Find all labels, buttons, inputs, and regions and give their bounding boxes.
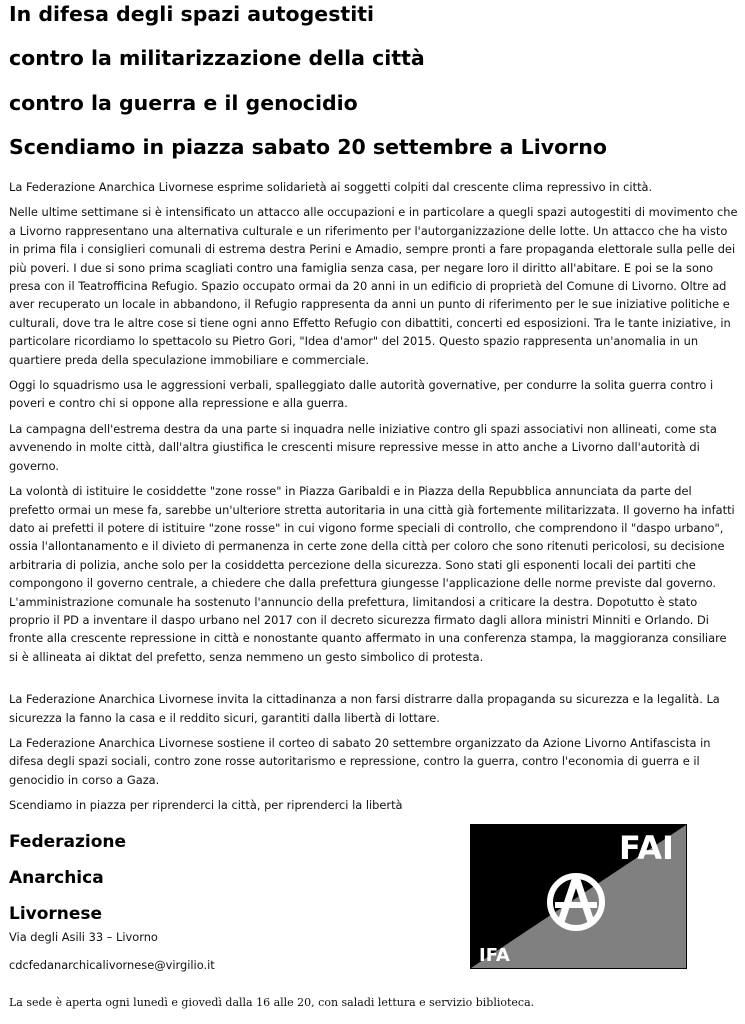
email[interactable]: cdcfedanarchicalivornese@virgilio.it <box>9 958 215 972</box>
paragraph-slogan: Scendiamo in piazza per riprenderci la città, per riprenderci la libertà <box>9 798 403 813</box>
paragraph-attacks: Nelle ultime settimane si è intensificato un attacco alle occupazioni e in particolare a quegli spazi autogestiti di movimento che a Livorno rappresentano una alternativa culturale e un riferimento per l'autorganizzazione delle lotte. Un attacco che ha visto in prima fila i consiglieri comunali di estrema destra Perini e Amadio, sempre pronti a fare propaganda elettorale sulla pelle dei più poveri. I due si sono prima scagliati contro una famiglia senza casa, per negare loro il diritto all'abitare. E poi se la sono presa con il Teatrofficina Refugio. Spazio occupato ormai da 20 anni in un edificio di proprietà del Comune di Livorno. Oltre ad aver recuperato un locale in abbandono, il Refugio rappresenta da anni un punto di riferimento per le sue iniziative politiche e culturali, dove tra le altre cose si tiene ogni anno Effetto Refugio con dibattiti, concerti ed esposizioni. Tra le tante iniziative, in particolare ricordiamo lo spettacolo su Pietro Gori, "Idea d'amor" del 2015. Questo spazio rappresenta un'anomalia in un quartiere preda della speculazione immobiliare e commerciale. <box>9 205 738 367</box>
logo-top-text: FAI <box>619 829 674 867</box>
paragraph-zone-rosse: La volontà di istituire le cosiddette "zone rosse" in Piazza Garibaldi e in Piazza della Repubblica annunciata da parte del prefetto ormai un mese fa, sarebbe un'ulteriore stretta autoritaria in una città già fortemente militarizzata. Il governo ha infatti dato ai prefetti il potere di istituire "zone rosse" in cui vigono forme speciali di controllo, che comprendono il "daspo urbano", ossia l'allontanamento e il divieto di permanenza in certe zone della città per coloro che sono ritenuti pericolosi, su decisione arbitraria di polizia, anche solo per la cosiddetta percezione della sicurezza. Sono stati gli esponenti locali dei partiti che compongono il governo centrale, a chiedere che dalla prefettura giungesse l'applicazione delle norme previste dal governo. L'amministrazione comunale ha sostenuto l'annuncio della prefettura, limitandosi a criticare la destra. Dopotutto è stato proprio il PD a inventare il daspo urbano nel 2017 con il decreto sicurezza firmato dagli allora ministri Minniti e Orlando. Di fronte alla crescente repressione in città e nonostante quanto affermato in una conferenza stampa, la maggioranza consiliare si è allineata ai diktat del prefetto, senza nemmeno un gesto simbolico di protesta. <box>9 484 735 664</box>
article-body <box>9 178 739 822</box>
org-name-line-1: Federazione <box>9 832 127 852</box>
opening-hours-note: La sede è aperta ogni lunedì e giovedì dalla 16 alle 20, con saladi lettura e servizio biblioteca. <box>9 996 535 1009</box>
paragraph-invite: La Federazione Anarchica Livornese invita la cittadinanza a non farsi distrarre dalla propaganda su sicurezza e la legalità. La sicurezza la fanno la casa e il reddito sicuri, garantiti dalla libertà di lottare. <box>9 692 720 725</box>
paragraph-solidarity: La Federazione Anarchica Livornese esprime solidarietà ai soggetti colpiti dal crescente clima repressivo in città. <box>9 180 653 194</box>
headline-line-4: Scendiamo in piazza sabato 20 settembre a Livorno <box>9 135 607 159</box>
signature-block <box>9 824 429 972</box>
headline-line-3: contro la guerra e il genocidio <box>9 91 358 115</box>
headline-line-1: In difesa degli spazi autogestiti <box>9 2 375 26</box>
paragraph-squadrismo: Oggi lo squadrismo usa le aggressioni verbali, spalleggiato dalle autorità governative, per condurre la solita guerra contro i poveri e contro chi si oppone alla repressione e alla guerra. <box>9 378 714 411</box>
paragraph-campaign: La campagna dell'estrema destra da una parte si inquadra nelle iniziative contro gli spazi associativi non allineati, come sta avvenendo in molte città, dall'altra giustifica le crescenti misure repressive messe in atto anche a Livorno dall'autorità di governo. <box>9 421 717 473</box>
paragraph-corteo: La Federazione Anarchica Livornese sostiene il corteo di sabato 20 settembre organizzato da Azione Livorno Antifascista in difesa degli spazi sociali, contro zone rosse autoritarismo e repressione, contro la guerra, contro l'economia di guerra e il genocidio in corso a Gaza. <box>9 735 711 787</box>
logo-bottom-text: IFA <box>479 945 510 966</box>
headline-line-2: contro la militarizzazione della città <box>9 46 425 70</box>
org-name-line-3: Livornese <box>9 904 103 924</box>
logo-graphic <box>471 825 686 968</box>
fai-ifa-logo <box>470 824 687 969</box>
org-name-line-2: Anarchica <box>9 868 104 888</box>
address: Via degli Asili 33 – Livorno <box>9 930 158 944</box>
